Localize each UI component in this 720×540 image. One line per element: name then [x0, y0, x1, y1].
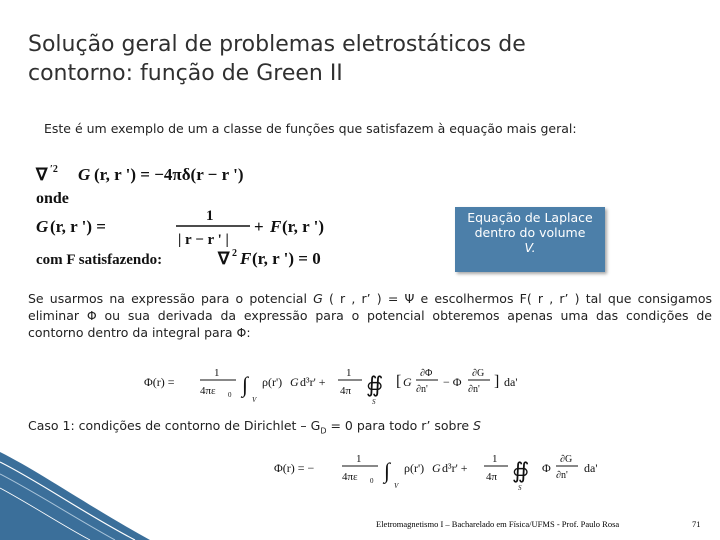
callout-line-1: Equação de Laplace	[467, 210, 593, 225]
svg-text:1: 1	[346, 367, 352, 379]
svg-text:∯: ∯	[366, 372, 384, 397]
svg-text:+: +	[254, 217, 264, 236]
svg-text:F: F	[270, 217, 282, 236]
svg-text:| r − r ' |: | r − r ' |	[178, 232, 229, 248]
page-number: 71	[692, 519, 701, 529]
case-1-subscript: D	[320, 426, 327, 436]
case-1-surface: S	[473, 418, 481, 433]
svg-text:da': da'	[504, 375, 518, 389]
svg-text:1: 1	[206, 208, 214, 224]
svg-text:∯: ∯	[512, 458, 530, 483]
svg-text:(r, r '): (r, r ')	[282, 217, 325, 236]
svg-text:∇: ∇	[218, 249, 230, 268]
case-1-prefix: Caso 1: condições de contorno de Dirichlet – G	[28, 418, 321, 433]
laplace-callout	[455, 207, 605, 272]
svg-text:(r, r ') = −4πδ(r − r '): (r, r ') = −4πδ(r − r ')	[94, 165, 244, 184]
svg-text:∂G: ∂G	[472, 368, 485, 379]
svg-text:G: G	[403, 375, 412, 389]
svg-text:4πε: 4πε	[200, 385, 216, 397]
svg-text:′2: ′2	[50, 164, 58, 175]
svg-text:∂Φ: ∂Φ	[420, 368, 433, 379]
case-1-suffix: = 0 para todo r’ sobre	[326, 418, 470, 433]
body-paragraph	[28, 290, 712, 341]
svg-text:V: V	[394, 482, 399, 490]
svg-text:ρ(r'): ρ(r')	[262, 375, 283, 389]
green-function-equation	[30, 158, 430, 270]
svg-text:S: S	[372, 398, 376, 406]
svg-text:S: S	[518, 484, 522, 492]
svg-text:G: G	[432, 461, 441, 475]
svg-text:G: G	[290, 375, 299, 389]
svg-text:1: 1	[356, 453, 362, 465]
svg-text:F: F	[240, 249, 252, 268]
svg-text:∂n': ∂n'	[468, 384, 480, 395]
svg-text:(r, r ') =: (r, r ') =	[50, 217, 106, 236]
svg-text:2: 2	[232, 248, 237, 259]
paragraph-part-1: Se usarmos na expressão para o potencial	[28, 291, 307, 306]
svg-text:1: 1	[492, 453, 498, 465]
svg-text:∫: ∫	[384, 458, 391, 483]
svg-text:4π: 4π	[340, 385, 352, 397]
callout-line-2: dentro do volume	[474, 225, 586, 240]
dirichlet-potential-equation	[270, 444, 650, 496]
svg-text:∫: ∫	[242, 372, 249, 397]
svg-text:G: G	[78, 165, 91, 184]
svg-text:G: G	[36, 217, 49, 236]
svg-text:0: 0	[370, 477, 374, 485]
svg-text:d³r' +: d³r' +	[442, 461, 468, 475]
intro-text: Este é um exemplo de um a classe de funções que satisfazem à equação mais geral:	[44, 121, 577, 136]
svg-text:[: [	[396, 373, 402, 390]
footer-text: Eletromagnetismo I – Bacharelado em Física/UFMS - Prof. Paulo Rosa	[376, 519, 620, 529]
svg-text:]: ]	[494, 373, 500, 390]
svg-text:− Φ: − Φ	[443, 375, 462, 389]
slide-title: Solução geral de problemas eletrostáticos de contorno: função de Green II	[28, 32, 526, 86]
paragraph-part-2: ( r , r’ ) = Ψ e escolhermos F( r , r’ ) tal que consigamos eliminar Φ ou sua derivada da expressão para o potencial obteremos apenas uma das condições de contorno dentro da integral para Φ:	[28, 291, 712, 340]
svg-text:da': da'	[584, 461, 598, 475]
svg-text:1: 1	[214, 367, 220, 379]
svg-text:∂n': ∂n'	[416, 384, 428, 395]
potential-general-equation	[140, 358, 580, 408]
callout-line-3: V.	[524, 240, 536, 255]
decorative-swoosh	[0, 452, 160, 540]
svg-text:4πε: 4πε	[342, 471, 358, 483]
svg-text:(r, r ') = 0: (r, r ') = 0	[252, 249, 321, 268]
svg-text:ρ(r'): ρ(r')	[404, 461, 425, 475]
case-1-text	[28, 418, 481, 436]
svg-text:∂G: ∂G	[560, 454, 573, 465]
g-term: G	[313, 291, 323, 306]
svg-text:∇: ∇	[36, 165, 48, 184]
svg-text:onde: onde	[36, 190, 69, 207]
svg-text:V: V	[252, 396, 257, 404]
svg-text:d³r' +: d³r' +	[300, 375, 326, 389]
svg-text:4π: 4π	[486, 471, 498, 483]
svg-text:∂n': ∂n'	[556, 470, 568, 481]
svg-text:Φ: Φ	[542, 461, 551, 475]
svg-text:Φ(r) = −: Φ(r) = −	[274, 461, 315, 475]
svg-text:0: 0	[228, 391, 232, 399]
svg-text:Φ(r) =: Φ(r) =	[144, 375, 175, 389]
svg-text:com F satisfazendo:: com F satisfazendo:	[36, 252, 163, 268]
